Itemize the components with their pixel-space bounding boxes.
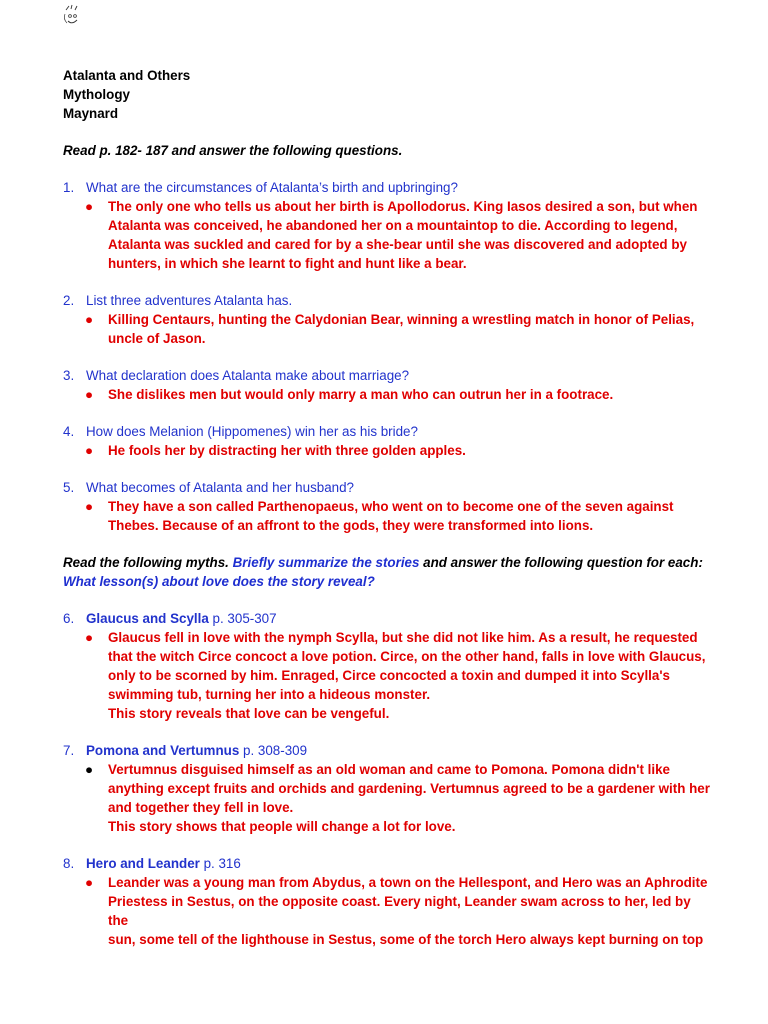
- myth-title: Hero and Leander: [86, 856, 200, 871]
- answer-line: uncle of Jason.: [108, 331, 206, 346]
- myth-pages: p. 316: [199, 856, 241, 871]
- question-item: [63, 478, 713, 535]
- question-number: 2.: [63, 293, 75, 308]
- answer-line: and together they fell in love.: [108, 800, 294, 815]
- answer-line: Killing Centaurs, hunting the Calydonian Bear, winning a wrestling match in honor of Pelias,: [108, 312, 695, 327]
- myth-pages: p. 305-307: [208, 611, 277, 626]
- question-number: 8.: [63, 856, 75, 871]
- doc-author: Maynard: [63, 106, 119, 121]
- question-label: What declaration does Atalanta make about marriage?: [86, 368, 410, 383]
- question-number: 3.: [63, 368, 75, 383]
- answer-line: Leander was a young man from Abydus, a town on the Hellespont, and Hero was an Aphrodite: [108, 875, 708, 890]
- myth-heading: [63, 609, 713, 628]
- answer-bullet: [63, 441, 713, 460]
- question-text: [63, 366, 713, 385]
- question-text: [63, 422, 713, 441]
- answer-line: Atalanta was suckled and cared for by a she-bear until she was discovered and adopted by: [108, 237, 687, 252]
- instruction-myths-a: Read the following myths.: [63, 555, 233, 570]
- answer-bullet: [63, 497, 713, 535]
- spacer: [63, 404, 713, 422]
- answer-line: Thebes. Because of an affront to the gods, they were transformed into lions.: [108, 518, 594, 533]
- answer-bullet: [63, 628, 713, 723]
- myth-heading: [63, 854, 713, 873]
- instruction-myths-b: Briefly summarize the stories: [232, 555, 420, 570]
- question-text: [63, 178, 713, 197]
- question-text: [63, 478, 713, 497]
- bullet-icon: ●: [85, 762, 94, 777]
- bullet-icon: ●: [85, 443, 94, 458]
- instruction-myths-c: and answer the following question for each:: [419, 555, 703, 570]
- questions-part1: [63, 178, 713, 553]
- instruction-lesson: What lesson(s) about love does the story reveal?: [63, 574, 375, 589]
- question-item: [63, 178, 713, 273]
- spacer: [63, 723, 713, 741]
- answer-bullet: [63, 873, 713, 949]
- spacer: [63, 348, 713, 366]
- bullet-icon: ●: [85, 312, 94, 327]
- spacer: [63, 535, 713, 553]
- question-label: What are the circumstances of Atalanta’s birth and upbringing?: [86, 180, 458, 195]
- myth-title: Glaucus and Scylla: [86, 611, 209, 626]
- question-number: 1.: [63, 180, 75, 195]
- question-number: 4.: [63, 424, 75, 439]
- question-number: 5.: [63, 480, 75, 495]
- question-item: [63, 291, 713, 348]
- answer-line: He fools her by distracting her with three golden apples.: [108, 443, 466, 458]
- answer-bullet: [63, 760, 713, 836]
- questions-part2: [63, 609, 713, 949]
- spacer: [63, 460, 713, 478]
- spacer: [63, 273, 713, 291]
- answer-line: This story reveals that love can be vengeful.: [108, 706, 390, 721]
- spacer: [63, 836, 713, 854]
- myth-pages: p. 308-309: [239, 743, 308, 758]
- answer-bullet: [63, 310, 713, 348]
- answer-line: Priestess in Sestus, on the opposite coast. Every night, Leander swam across to her, led by the: [108, 894, 691, 928]
- myth-heading: [63, 741, 713, 760]
- myth-item: [63, 609, 713, 723]
- question-text: [63, 291, 713, 310]
- doc-course: Mythology: [63, 87, 130, 102]
- doc-title: Atalanta and Others: [63, 68, 191, 83]
- bullet-icon: ●: [85, 199, 94, 214]
- answer-line: that the witch Circe concoct a love potion. Circe, on the other hand, falls in love with Glaucus,: [108, 649, 706, 664]
- myth-item: [63, 854, 713, 949]
- question-label: List three adventures Atalanta has.: [86, 293, 293, 308]
- myth-title: Pomona and Vertumnus: [86, 743, 240, 758]
- question-item: [63, 422, 713, 460]
- bullet-icon: ●: [85, 387, 94, 402]
- answer-line: Glaucus fell in love with the nymph Scylla, but she did not like him. As a result, he requested: [108, 630, 698, 645]
- answer-line: anything except fruits and orchids and gardening. Vertumnus agreed to be a gardener with her: [108, 781, 710, 796]
- question-number: 7.: [63, 743, 75, 758]
- bullet-icon: ●: [85, 875, 94, 890]
- instruction-myths: [63, 553, 713, 572]
- answer-line: only to be scorned by him. Enraged, Circe concocted a toxin and dumped it into Scylla's: [108, 668, 670, 683]
- bullet-icon: ●: [85, 499, 94, 514]
- instruction-reading: Read p. 182- 187 and answer the following questions.: [63, 143, 403, 158]
- question-item: [63, 366, 713, 404]
- question-label: What becomes of Atalanta and her husband?: [86, 480, 354, 495]
- answer-line: She dislikes men but would only marry a man who can outrun her in a footrace.: [108, 387, 614, 402]
- answer-line: They have a son called Parthenopaeus, who went on to become one of the seven against: [108, 499, 674, 514]
- answer-line: This story shows that people will change a lot for love.: [108, 819, 456, 834]
- document-page: [63, 66, 713, 949]
- answer-line: Vertumnus disguised himself as an old woman and came to Pomona. Pomona didn't like: [108, 762, 670, 777]
- answer-line: hunters, in which she learnt to fight and hunt like a bear.: [108, 256, 467, 271]
- question-label: How does Melanion (Hippomenes) win her as his bride?: [86, 424, 418, 439]
- answer-line: Atalanta was conceived, he abandoned her on a mountaintop to die. According to legend,: [108, 218, 678, 233]
- answer-bullet: [63, 197, 713, 273]
- bullet-icon: ●: [85, 630, 94, 645]
- smiley-doodle-icon: [60, 4, 84, 28]
- answer-line: swimming tub, turning her into a hideous monster.: [108, 687, 431, 702]
- myth-item: [63, 741, 713, 836]
- question-number: 6.: [63, 611, 75, 626]
- answer-line: sun, some tell of the lighthouse in Sestus, some of the torch Hero always kept burning on top: [108, 932, 704, 947]
- answer-bullet: [63, 385, 713, 404]
- answer-line: The only one who tells us about her birth is Apollodorus. King Iasos desired a son, but when: [108, 199, 698, 214]
